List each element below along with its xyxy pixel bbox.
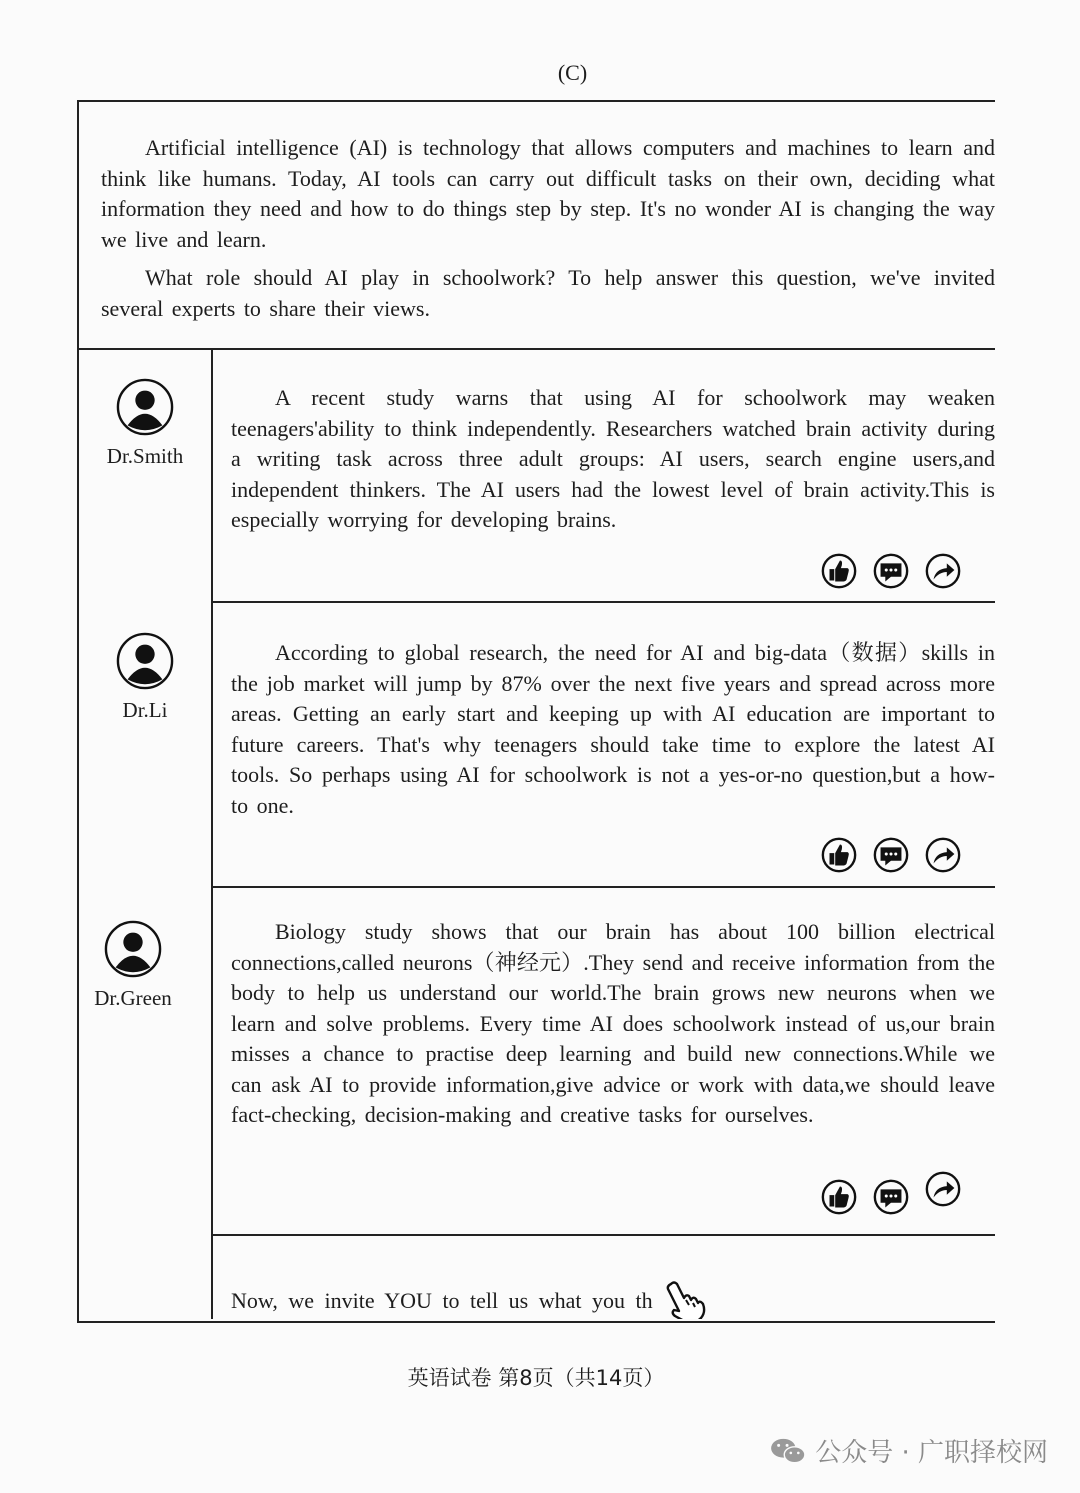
comment-icon[interactable] bbox=[872, 1178, 910, 1216]
section-label: (C) bbox=[557, 60, 588, 85]
thumbs-up-icon[interactable] bbox=[820, 552, 858, 590]
expert-column bbox=[79, 350, 213, 1319]
person-avatar-icon bbox=[116, 632, 174, 690]
intro-paragraph-2: What role should AI play in schoolwork? To help answer this question, we've invited several experts to share their views. bbox=[101, 265, 995, 321]
person-avatar-icon bbox=[104, 920, 162, 978]
post-smith bbox=[213, 350, 995, 603]
expert-smith bbox=[79, 378, 211, 469]
article-frame bbox=[77, 100, 995, 1323]
expert-name: Dr.Smith bbox=[106, 444, 184, 468]
wechat-icon bbox=[769, 1436, 807, 1466]
watermark bbox=[769, 1432, 1048, 1469]
share-arrow-icon[interactable] bbox=[924, 1170, 962, 1208]
expert-li bbox=[79, 632, 211, 723]
pointing-hand-icon[interactable] bbox=[657, 1276, 707, 1319]
thumbs-up-icon[interactable] bbox=[820, 836, 858, 874]
expert-name: Dr.Green bbox=[94, 986, 172, 1010]
post-text: According to global research, the need for AI and big-data（数据）skills in the job market will jump by 87% over the next five years and spread across more areas. Getting an early start and keeping up with AI education are important to future careers. That's why teenagers should take time to explore the latest AI tools. So perhaps using AI for schoolwork is not a yes-or-no question,but a how-to one. bbox=[231, 640, 995, 818]
invite-row bbox=[213, 1236, 995, 1319]
share-arrow-icon[interactable] bbox=[924, 552, 962, 590]
post-actions bbox=[820, 836, 962, 874]
post-actions bbox=[820, 1178, 962, 1216]
comment-icon[interactable] bbox=[872, 836, 910, 874]
intro-box bbox=[79, 102, 995, 350]
post-li bbox=[213, 603, 995, 888]
post-green bbox=[213, 888, 995, 1236]
share-arrow-icon[interactable] bbox=[924, 836, 962, 874]
post-text: Biology study shows that our brain has about 100 billion electrical connections,called neurons（神经元）.They send and receive information from the body to help us understand our world.The brain grows new neurons when we learn and solve problems. Every time AI does schoolwork instead of us,our brain misses a chance to practise deep learning and build new connections.While we can ask AI to provide information,give advice or work with data,we should leave fact-checking, decision-making and creative tasks for ourselves. bbox=[231, 919, 995, 1127]
page-footer: 英语试卷 第8页（共14页） bbox=[407, 1366, 665, 1390]
invite-text: Now, we invite YOU to tell us what you th bbox=[231, 1288, 653, 1313]
expert-green bbox=[67, 920, 199, 1011]
post-text: A recent study warns that using AI for schoolwork may weaken teenagers'ability to think independently. Researchers watched brain activity during a writing task across three adult groups: AI users, search engine users,and independent thinkers. The AI users had the lowest level of brain activity.This is especially worrying for developing brains. bbox=[231, 385, 995, 532]
thumbs-up-icon[interactable] bbox=[820, 1178, 858, 1216]
intro-paragraph-1: Artificial intelligence (AI) is technology that allows computers and machines to learn and think like humans. Today, AI tools can carry out difficult tasks on their own, deciding what information they need and how to do things step by step. It's no wonder AI is changing the way we live and learn. bbox=[101, 135, 995, 252]
person-avatar-icon bbox=[116, 378, 174, 436]
expert-name: Dr.Li bbox=[122, 698, 168, 722]
comment-icon[interactable] bbox=[872, 552, 910, 590]
watermark-text: 公众号 · 广职择校网 bbox=[815, 1438, 1048, 1468]
post-actions bbox=[820, 552, 962, 590]
